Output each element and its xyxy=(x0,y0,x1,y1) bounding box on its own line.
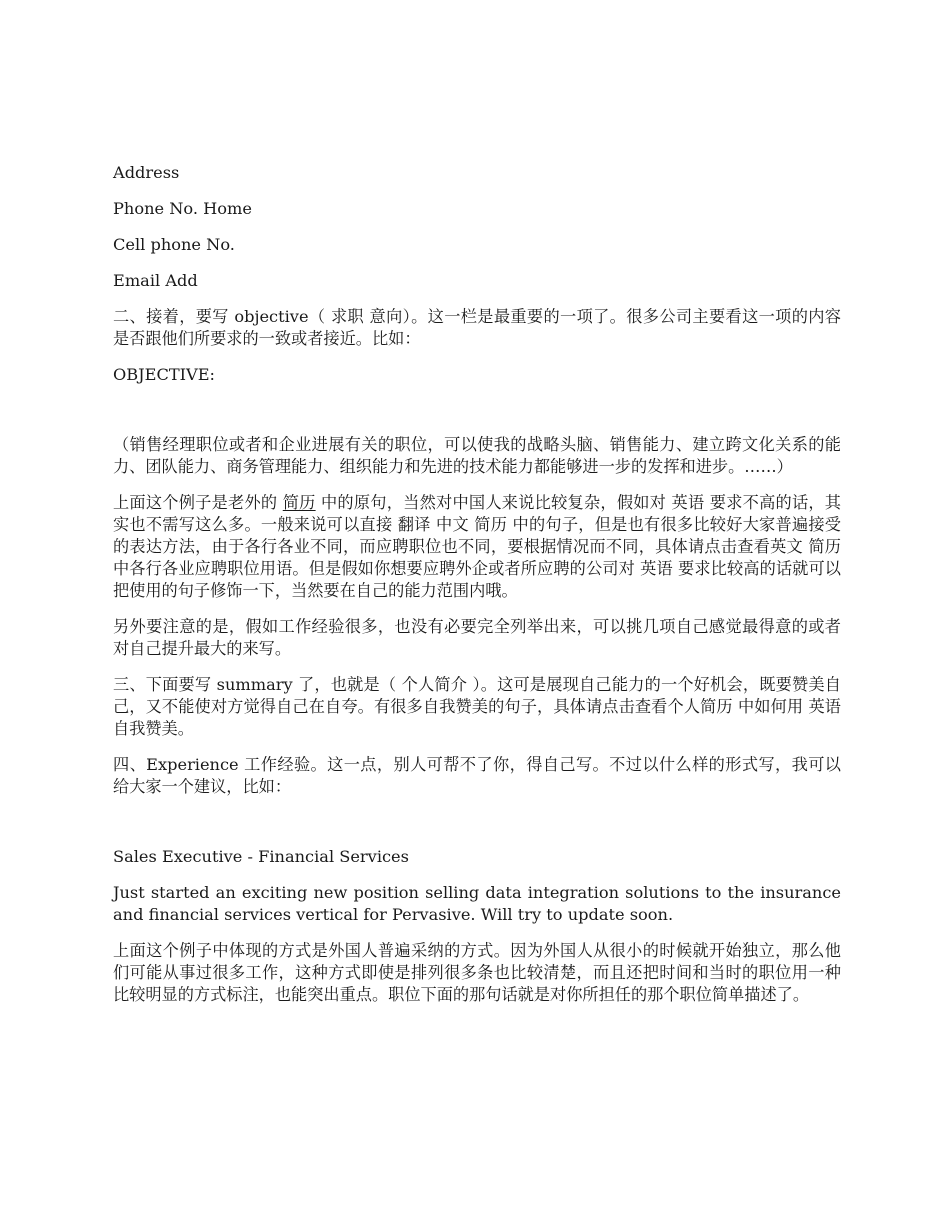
experience-note: 另外要注意的是，假如工作经验很多，也没有必要完全列举出来，可以挑几项自己感觉最得意的或者对自己提升最大的来写。 xyxy=(113,617,841,658)
section3-summary: 三、下面要写 summary 了，也就是（ 个人简介 ）。这可是展现自己能力的一个好机会，既要赞美自己，又不能使对方觉得自己在自夸。有很多自我赞美的句子，具体请点击查看个人简历 中如何用 英语 自我赞美。 xyxy=(113,675,841,738)
job-title: Sales Executive - Financial Services xyxy=(113,847,409,866)
contact-address: Address xyxy=(113,163,180,182)
note-text-after-link: 中的原句，当然对中国人来说比较复杂，假如对 英语 要求不高的话，其实也不需写这么多。一般来说可以直接 翻译 中文 简历 中的句子，但是也有很多比较好大家普遍接受的表达方法，由于各行各业不同，而应聘职位也不同，要根据情况而不同，具体请点击查看英文 简历 中各行各业应聘职位用语。但是假如你想要应聘外企或者所应聘的公司对 英语 要求比较高的话就可以把使用的句子修饰一下，当然要在自己的能力范围内哦。 xyxy=(113,493,841,600)
contact-email: Email Add xyxy=(113,271,198,290)
document-body xyxy=(113,162,841,1020)
section4-experience: 四、Experience 工作经验。这一点，别人可帮不了你，得自己写。不过以什么样的形式写，我可以给大家一个建议，比如： xyxy=(113,755,841,796)
objective-example: （销售经理职位或者和企业进展有关的职位，可以使我的战略头脑、销售能力、建立跨文化关系的能力、团队能力、商务管理能力、组织能力和先进的技术能力都能够进一步的发挥和进步。……） xyxy=(113,435,841,476)
objective-note xyxy=(113,492,841,602)
resume-link[interactable]: 简历 xyxy=(282,493,316,512)
example-explanation: 上面这个例子中体现的方式是外国人普遍采纳的方式。因为外国人从很小的时候就开始独立，那么他们可能从事过很多工作，这种方式即使是排列很多条也比较清楚，而且还把时间和当时的职位用一种比较明显的方式标注，也能突出重点。职位下面的那句话就是对你所担任的那个职位简单描述了。 xyxy=(113,941,841,1004)
contact-cell-phone: Cell phone No. xyxy=(113,235,235,254)
job-description: Just started an exciting new position selling data integration solutions to the insurance and financial services vertical for Pervasive. Will try to update soon. xyxy=(113,883,841,924)
contact-phone-home: Phone No. Home xyxy=(113,199,252,218)
section2-intro: 二、接着，要写 objective（ 求职 意向）。这一栏是最重要的一项了。很多公司主要看这一项的内容是否跟他们所要求的一致或者接近。比如： xyxy=(113,307,841,348)
note-text-before-link: 上面这个例子是老外的 xyxy=(113,493,283,512)
objective-label: OBJECTIVE: xyxy=(113,365,216,384)
